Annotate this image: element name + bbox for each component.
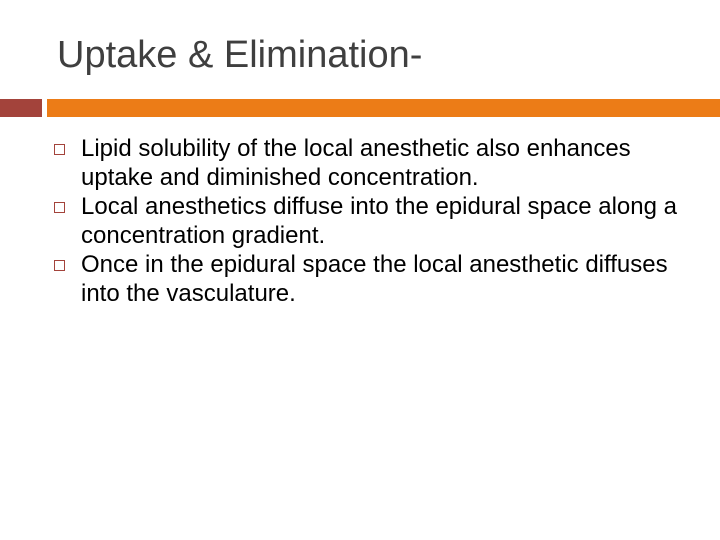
- bullet-item: [54, 250, 704, 308]
- hollow-square-bullet-icon: [54, 144, 65, 155]
- bullet-list: [54, 134, 704, 308]
- bullet-item: [54, 134, 704, 192]
- slide-title: Uptake & Elimination-: [57, 34, 423, 76]
- bullet-item: [54, 192, 704, 250]
- hollow-square-bullet-icon: [54, 260, 65, 271]
- bullet-text: Lipid solubility of the local anesthetic also enhances uptake and diminished concentration.: [81, 135, 631, 191]
- bullet-text: Local anesthetics diffuse into the epidural space along a concentration gradient.: [81, 193, 677, 249]
- title-accent-bar-right: [47, 99, 720, 117]
- hollow-square-bullet-icon: [54, 202, 65, 213]
- title-accent-bar-left: [0, 99, 42, 117]
- bullet-text: Once in the epidural space the local anesthetic diffuses into the vasculature.: [81, 251, 668, 307]
